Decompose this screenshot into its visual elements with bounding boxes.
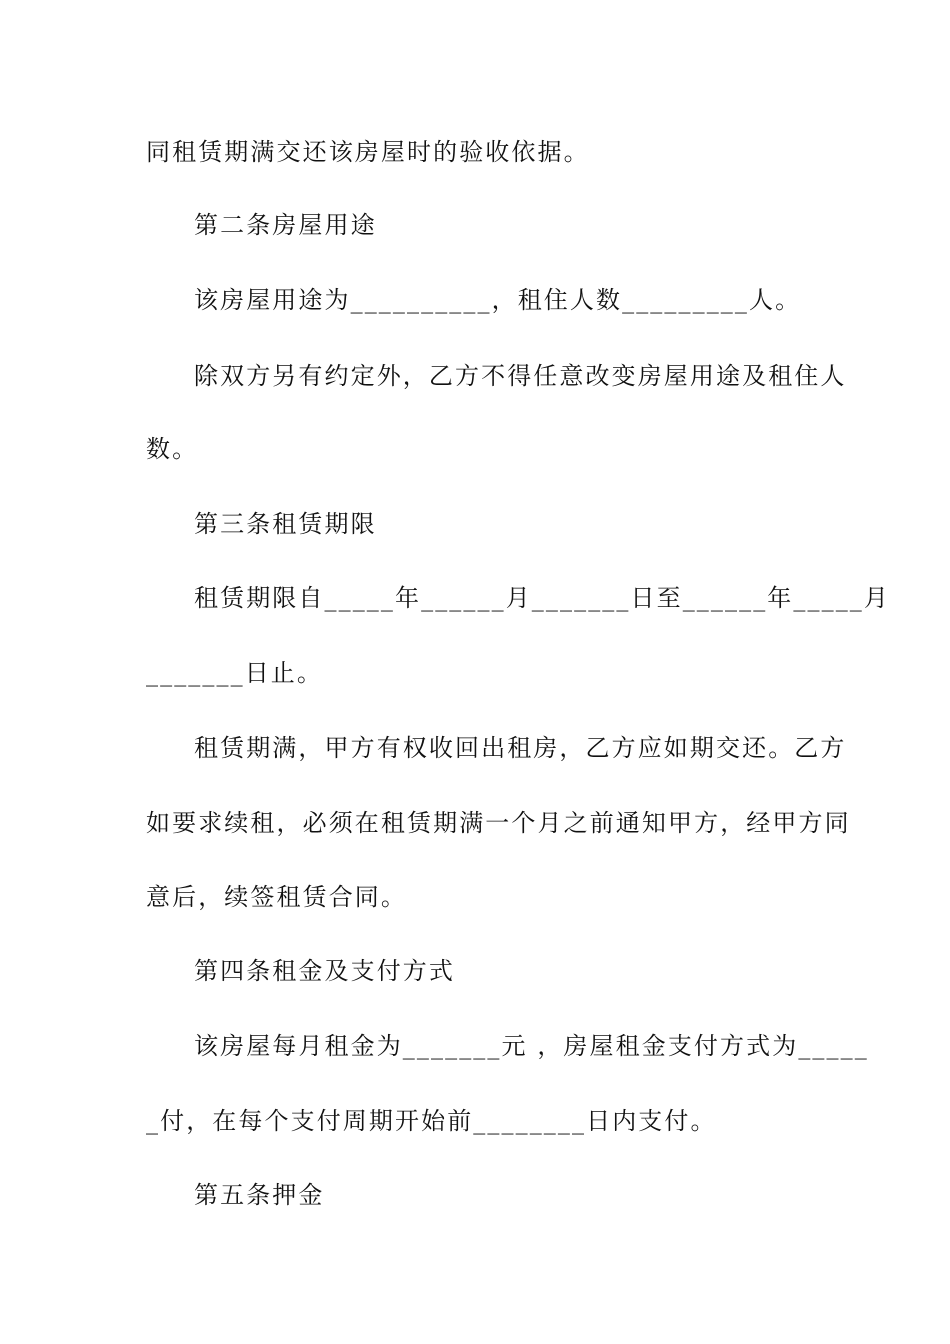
usage-restriction-line-2: 数。 [146,435,199,463]
lease-expiry-line-2: 如要求续租，必须在租赁期满一个月之前通知甲方，经甲方同 [146,809,851,837]
article-3-heading: 第三条租赁期限 [194,510,377,538]
usage-restriction-line-1: 除双方另有约定外，乙方不得任意改变房屋用途及租住人 [194,362,847,390]
article-2-heading: 第二条房屋用途 [194,211,377,239]
article-5-heading: 第五条押金 [194,1181,325,1209]
paragraph-continuation: 同租赁期满交还该房屋时的验收依据。 [146,138,590,166]
lease-term-line-2: _______日止。 [146,659,323,687]
rent-clause-line-1: 该房屋每月租金为_______元 ，房屋租金支付方式为_____ [194,1032,869,1060]
usage-clause: 该房屋用途为__________，租住人数_________人。 [194,286,802,314]
article-4-heading: 第四条租金及支付方式 [194,957,455,985]
lease-expiry-line-3: 意后，续签租赁合同。 [146,883,407,911]
lease-term-line-1: 租赁期限自_____年______月_______日至______年_____月 [194,584,890,612]
lease-expiry-line-1: 租赁期满，甲方有权收回出租房，乙方应如期交还。乙方 [194,734,847,762]
rent-clause-line-2: _付，在每个支付周期开始前________日内支付。 [146,1107,717,1135]
